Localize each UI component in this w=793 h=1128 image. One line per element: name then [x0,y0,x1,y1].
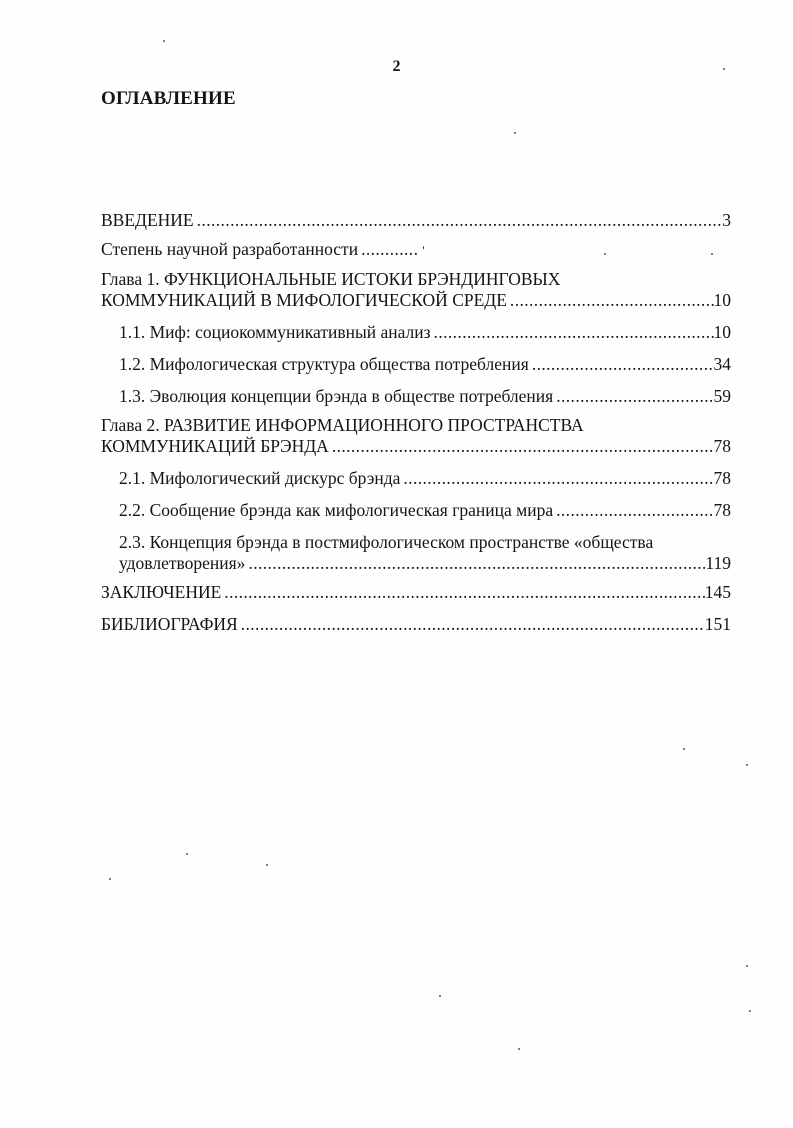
toc-entry-page: 78 [713,500,731,520]
toc-entry-conclusion[interactable] [101,582,731,603]
toc-entry-2-1[interactable] [101,468,731,489]
dot-leader [529,354,714,375]
toc-entry-page: 34 [713,354,731,374]
scan-speck [163,40,165,42]
page-title: ОГЛАВЛЕНИЕ [101,88,236,109]
dot-leader [329,436,714,457]
dot-leader [553,500,713,521]
dot-leader [238,614,705,635]
toc-entry-label-cont: КОММУНИКАЦИЙ БРЭНДА [101,436,329,456]
scan-speck [723,68,725,70]
toc-entry-label-cont: удовлетворения» [119,553,246,573]
scan-speck [109,878,111,880]
scan-speck [683,748,685,750]
scan-speck [266,864,268,866]
scan-speck [749,1010,751,1012]
dot-leader [358,239,421,260]
scan-speck [746,965,748,967]
toc-entry-page: 78 [713,468,731,488]
toc-entry-bibliography[interactable] [101,614,731,635]
toc-entry-label: БИБЛИОГРАФИЯ [101,614,238,634]
scan-speck [604,253,606,255]
toc-entry-label: 1.2. Мифологическая структура общества потребления [119,354,529,374]
toc-entry-page: 151 [704,614,731,634]
toc-entry-label-cont: КОММУНИКАЦИЙ В МИФОЛОГИЧЕСКОЙ СРЕДЕ [101,290,507,310]
toc-entry-page: 78 [713,436,731,456]
scan-speck [439,995,441,997]
toc-entry-chapter-2[interactable] [101,415,731,457]
toc-entry-2-3[interactable] [101,532,731,574]
scan-speck [186,853,188,855]
toc-entry-1-1[interactable] [101,322,731,343]
toc-entry-page: 10 [713,290,731,310]
toc-entry-page: 59 [713,386,731,406]
toc-entry-label: ЗАКЛЮЧЕНИЕ [101,582,222,602]
stray-mark: ' [422,243,425,258]
toc-entry-label: 1.1. Миф: социокоммуникативный анализ [119,322,431,342]
dot-leader [431,322,714,343]
scan-speck [514,132,516,134]
scan-speck [711,253,713,255]
toc-entry-label: 2.1. Мифологический дискурс брэнда [119,468,401,488]
toc-entry-label: 2.2. Сообщение брэнда как мифологическая граница мира [119,500,554,520]
toc-entry-1-3[interactable] [101,386,731,407]
toc-entry-page: 119 [705,553,731,573]
toc-entry-label: Глава 1. ФУНКЦИОНАЛЬНЫЕ ИСТОКИ БРЭНДИНГОВЫХ [101,269,561,289]
dot-leader [221,582,704,603]
dot-leader [400,468,713,489]
toc-entry-chapter-1[interactable] [101,269,731,311]
dot-leader [194,210,723,231]
toc-entry-label: 2.3. Концепция брэнда в постмифологическом пространстве «общества [119,532,654,552]
toc-entry-2-2[interactable] [101,500,731,521]
toc-entry-label: ВВЕДЕНИЕ [101,210,194,230]
toc-entry-label: Степень научной разработанности [101,239,359,259]
dot-leader [553,386,713,407]
toc-entry-page: 3 [722,210,731,230]
toc-entry-label: Глава 2. РАЗВИТИЕ ИНФОРМАЦИОННОГО ПРОСТРАНСТВА [101,415,584,435]
toc-entry-page: 10 [713,322,731,342]
toc-entry-1-2[interactable] [101,354,731,375]
table-of-contents [101,210,731,635]
toc-entry-label: 1.3. Эволюция концепции брэнда в обществе потребления [119,386,554,406]
dot-leader [507,290,714,311]
dot-leader [245,553,705,574]
scan-speck [746,764,748,766]
toc-entry-degree[interactable] [101,239,731,261]
toc-entry-intro[interactable] [101,210,731,231]
toc-entry-page: 145 [704,582,731,602]
page-number: 2 [392,58,401,75]
scan-speck [518,1048,520,1050]
